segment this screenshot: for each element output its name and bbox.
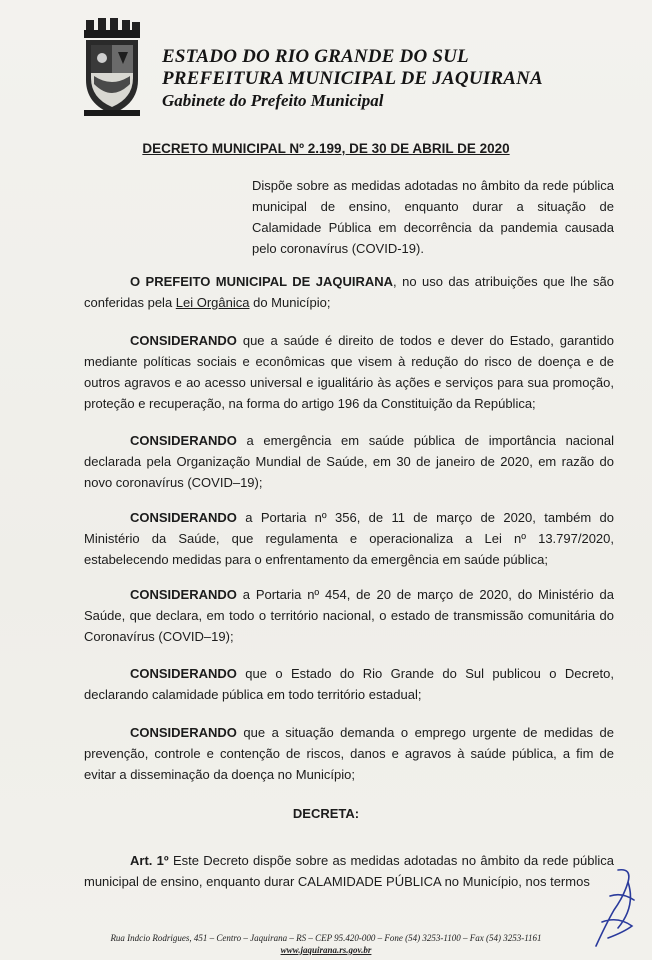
considerando-text: a Portaria nº 356, de 11 de março de 2020, também do Ministério da Saúde, que regulamenta e operacionaliza a Lei nº 13.797/2020, estabelecendo medidas para o enfrentamento da emergência em saúde pública; [84,510,614,567]
footer-address: Rua Indcio Rodrigues, 451 – Centro – Jaquirana – RS – CEP 95.420-000 – Fone (54) 3253-1100 – Fax (54) 3253-1161 [110,933,542,943]
considerando-label: CONSIDERANDO [130,333,237,348]
considerando-text: que a saúde é direito de todos e dever do Estado, garantido mediante políticas sociais e econômicas que visem à redução do risco de doença e de outros agravos e ao acesso universal e igualitário às ações e serviços para sua promoção, proteção e recuperação, na forma do artigo 196 da Constituição da República; [84,333,614,411]
letterhead-prefecture: PREFEITURA MUNICIPAL DE JAQUIRANA [162,68,543,89]
considerando-text: que o Estado do Rio Grande do Sul publicou o Decreto, declarando calamidade pública em todo território estadual; [84,666,614,702]
preamble-paragraph [84,271,614,313]
mayor-label: O PREFEITO MUNICIPAL DE JAQUIRANA [130,274,394,289]
considerando-text: a Portaria nº 454, de 20 de março de 2020, do Ministério da Saúde, que declara, em todo o território nacional, o estado de transmissão comunitária do Coronavírus (COVID–19); [84,587,614,644]
letterhead [162,46,543,112]
considerando-paragraph-5 [84,663,614,705]
considerando-label: CONSIDERANDO [130,510,237,525]
footer [0,932,652,956]
decree-title: DECRETO MUNICIPAL Nº 2.199, DE 30 DE ABRIL DE 2020 [142,141,510,156]
considerando-paragraph-6 [84,722,614,785]
considerando-paragraph-2 [84,430,614,493]
considerando-paragraph-1 [84,330,614,414]
article-1-paragraph [84,850,614,892]
footer-website: www.jaquirana.rs.gov.br [280,945,372,955]
considerando-label: CONSIDERANDO [130,725,237,740]
considerando-label: CONSIDERANDO [130,666,237,681]
decree-ementa: Dispõe sobre as medidas adotadas no âmbito da rede pública municipal de ensino, enquanto durar a situação de Calamidade Pública em decorrência da pandemia causada pelo coronavírus (COVID-19). [252,178,614,256]
preamble-text-a: , no uso das atribuições que lhe são conferidas pela [84,274,614,310]
letterhead-state: ESTADO DO RIO GRANDE DO SUL [162,46,469,67]
preamble-text-b: do Município; [249,295,331,310]
decreta-heading: DECRETA: [292,806,360,821]
considerando-label: CONSIDERANDO [130,587,237,602]
article-1-text: Este Decreto dispõe sobre as medidas adotadas no âmbito da rede pública municipal de ensino, enquanto durar CALAMIDADE PÚBLICA no Município, nos termos [84,853,614,889]
considerando-label: CONSIDERANDO [130,433,237,448]
article-1-label: Art. 1º [130,853,169,868]
considerando-text: a emergência em saúde pública de importância nacional declarada pela Organização Mundial de Saúde, em 30 de janeiro de 2020, em razão do novo coronavírus (COVID–19); [84,433,614,490]
municipal-coat-of-arms [82,18,142,118]
considerando-paragraph-3 [84,507,614,570]
considerando-paragraph-4 [84,584,614,647]
lei-organica-link: Lei Orgânica [175,295,250,310]
considerando-text: que a situação demanda o emprego urgente de medidas de prevenção, controle e contenção de riscos, danos e agravos à saúde pública, a fim de evitar a disseminação da doença no Município; [84,725,614,782]
letterhead-office: Gabinete do Prefeito Municipal [162,91,384,110]
